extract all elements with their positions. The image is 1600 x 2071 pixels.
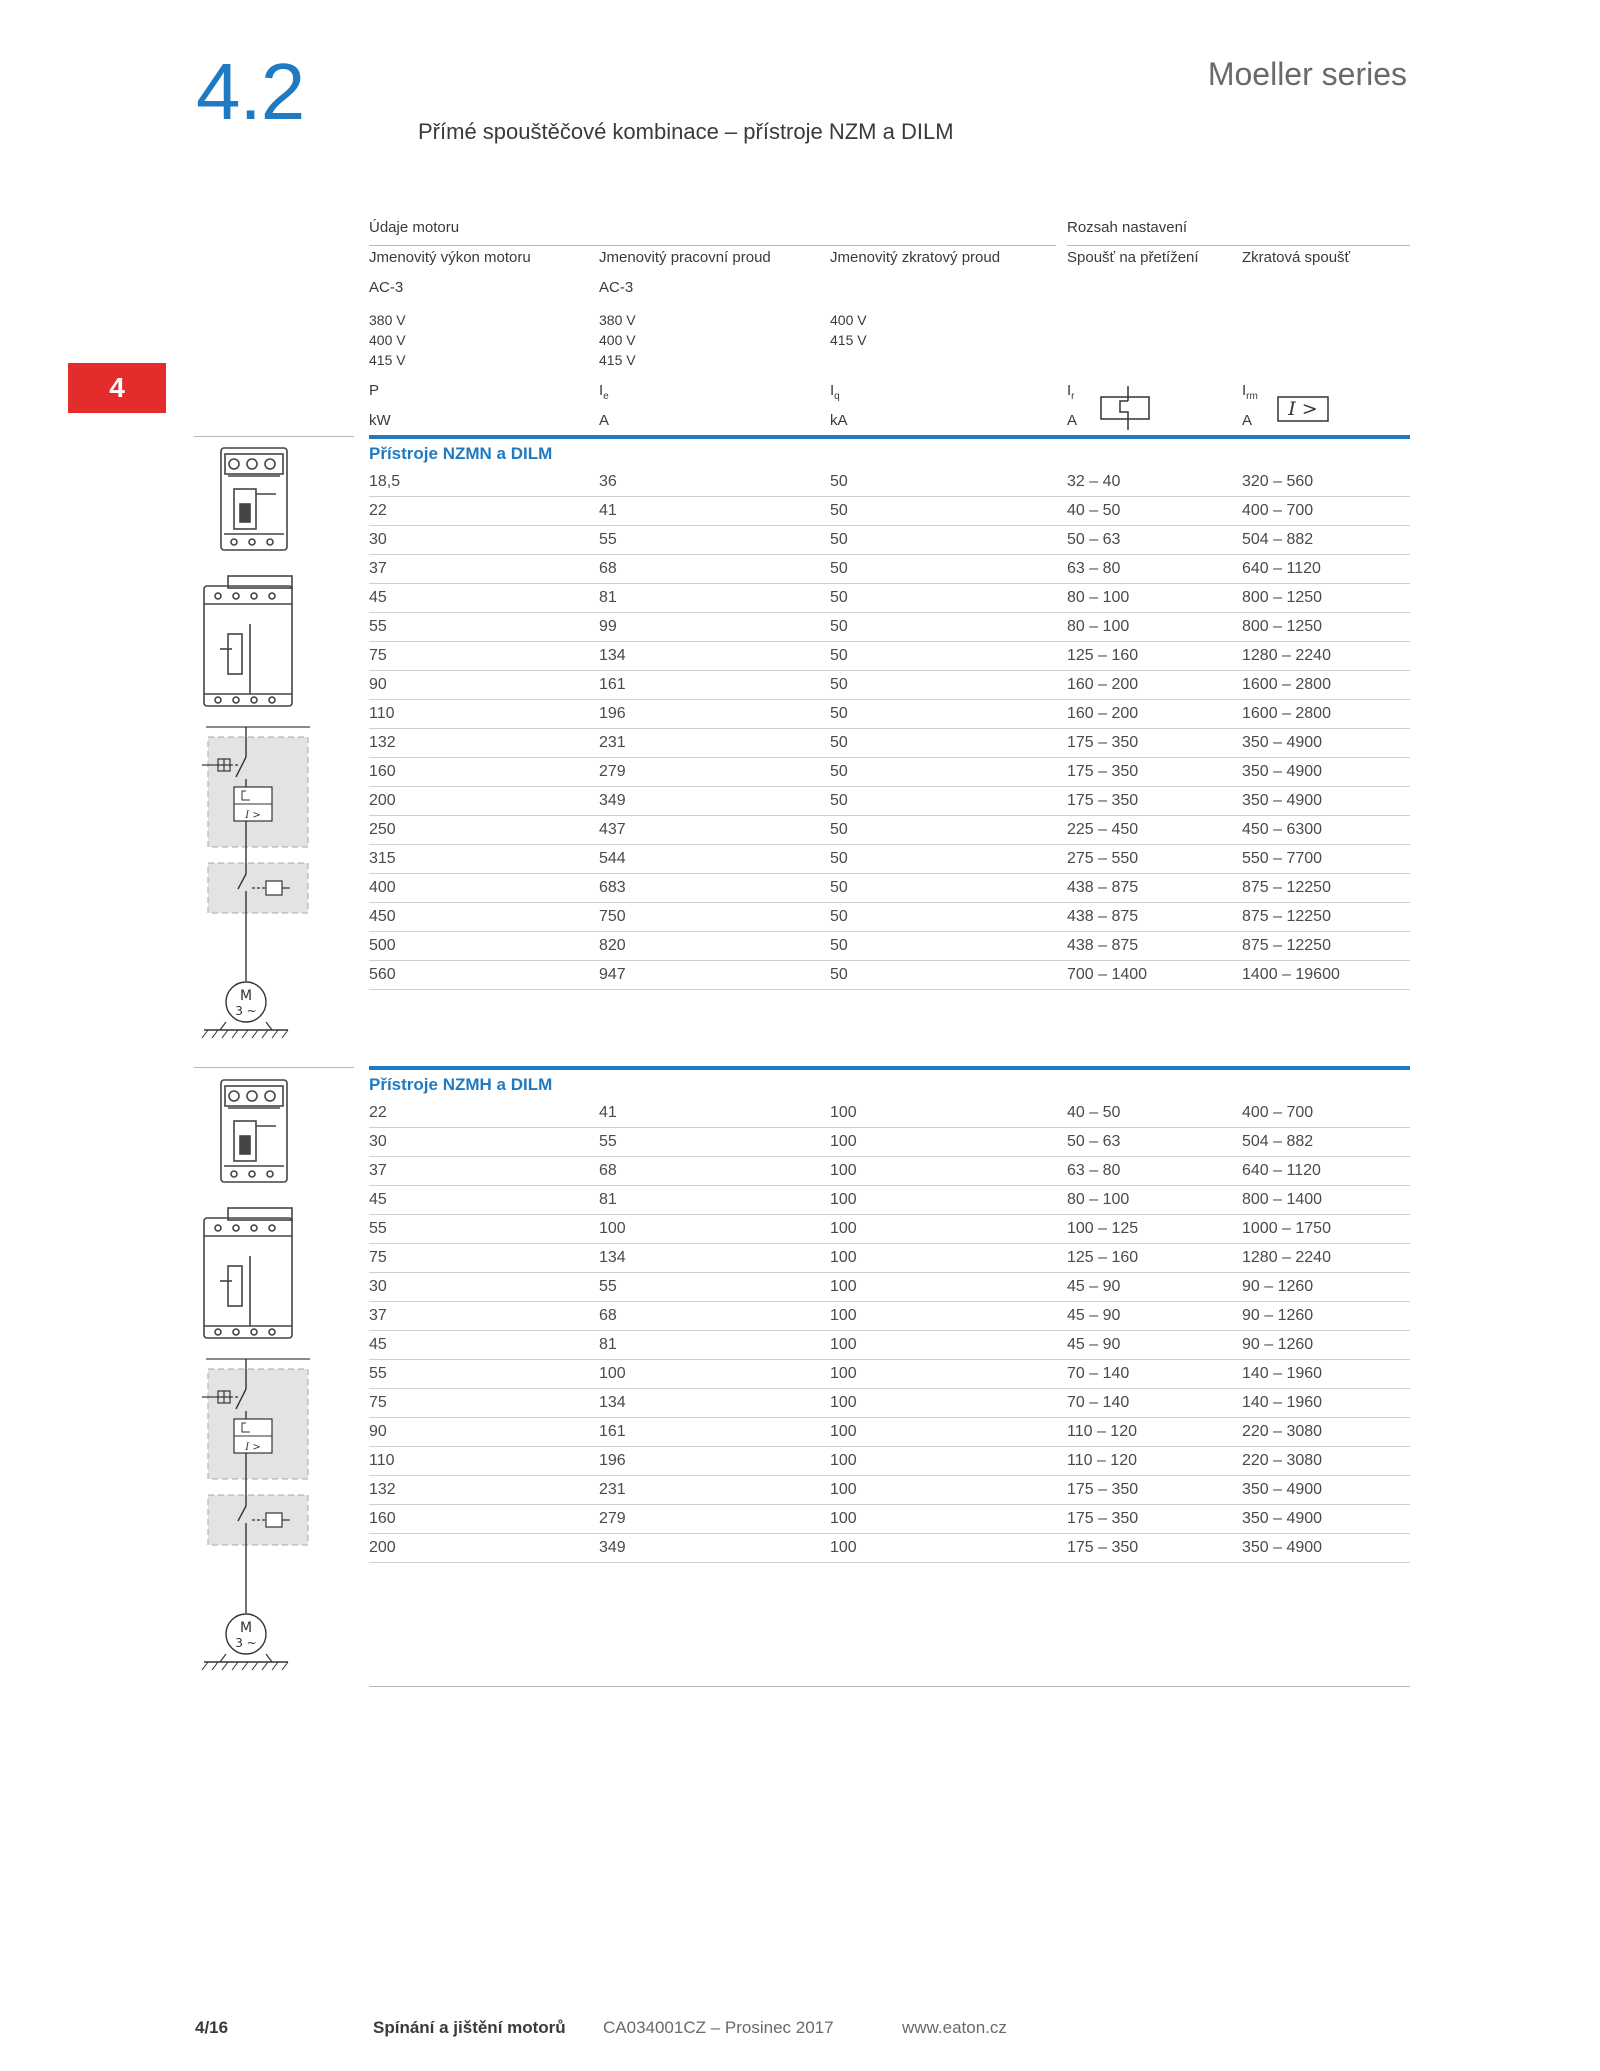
table-row: [369, 1476, 1410, 1505]
table-cell: 220 – 3080: [1242, 1452, 1323, 1469]
table-cell: 161: [599, 1423, 626, 1440]
table-cell: 41: [599, 1104, 617, 1121]
table-cell: 63 – 80: [1067, 560, 1121, 577]
table-cell: 90 – 1260: [1242, 1307, 1314, 1324]
table-cell: 350 – 4900: [1242, 1539, 1323, 1556]
table-cell: 110 – 120: [1067, 1452, 1137, 1469]
table-cell: 350 – 4900: [1242, 792, 1323, 809]
table-row: [369, 758, 1410, 787]
table-cell: 50: [830, 502, 848, 519]
figure-set-nzmh: [190, 1076, 330, 1686]
table-cell: 1400 – 19600: [1242, 966, 1340, 983]
table-cell: 160 – 200: [1067, 705, 1139, 722]
table-cell: 100: [830, 1191, 857, 1208]
table-cell: 100: [830, 1162, 857, 1179]
table-cell: 134: [599, 1249, 626, 1266]
overload-relay-icon: [1098, 385, 1152, 431]
circuit-breaker-icon: [221, 1080, 287, 1182]
table-row: [369, 1360, 1410, 1389]
table-cell: 100: [830, 1133, 857, 1150]
table-cell: 30: [369, 1133, 387, 1150]
col-current-header: Jmenovitý pracovní proud: [599, 249, 771, 266]
table-cell: 55: [369, 618, 387, 635]
table-cell: 50: [830, 705, 848, 722]
table-cell: 100: [830, 1510, 857, 1527]
motor-label: M: [239, 1620, 253, 1636]
table-row: [369, 1215, 1410, 1244]
table-cell: 100: [599, 1365, 626, 1382]
table-row: [369, 1302, 1410, 1331]
table-row: [369, 874, 1410, 903]
trip-symbol-small: I >: [245, 1442, 261, 1453]
table-row: [369, 1389, 1410, 1418]
table-cell: 160 – 200: [1067, 676, 1139, 693]
table-cell: 161: [599, 676, 626, 693]
table-cell: 275 – 550: [1067, 850, 1139, 867]
motor-phase-label: 3 ~: [235, 1636, 257, 1650]
table-cell: 50: [830, 589, 848, 606]
table-row: [369, 903, 1410, 932]
table-cell: 40 – 50: [1067, 502, 1121, 519]
table-cell: 750: [599, 908, 626, 925]
table-cell: 100: [830, 1365, 857, 1382]
table-cell: 438 – 875: [1067, 879, 1139, 896]
table-row: [369, 961, 1410, 990]
table-cell: 99: [599, 618, 617, 635]
col-power-header: Jmenovitý výkon motoru: [369, 249, 531, 266]
table-row: [369, 845, 1410, 874]
table-cell: 1280 – 2240: [1242, 647, 1331, 664]
table-body: [369, 1099, 1410, 1563]
table-cell: 200: [369, 792, 396, 809]
voltage-415: 415 V: [830, 332, 867, 348]
voltage-400: 400 V: [369, 332, 406, 348]
page-subtitle: Přímé spouštěčové kombinace – přístroje NZM a DILM: [418, 119, 954, 144]
table-cell: 640 – 1120: [1242, 1162, 1321, 1179]
table-cell: 75: [369, 1249, 387, 1266]
table-cell: 134: [599, 1394, 626, 1411]
table-cell: 68: [599, 560, 617, 577]
figure-divider: [194, 436, 354, 437]
table-cell: 231: [599, 1481, 626, 1498]
table-cell: 175 – 350: [1067, 1481, 1139, 1498]
table-cell: 231: [599, 734, 626, 751]
table-cell: 50: [830, 821, 848, 838]
table-cell: 400: [369, 879, 396, 896]
table-cell: 504 – 882: [1242, 531, 1314, 548]
table-row: [369, 1157, 1410, 1186]
table-cell: 544: [599, 850, 626, 867]
table-cell: 80 – 100: [1067, 618, 1130, 635]
table-cell: 100: [599, 1220, 626, 1237]
table-cell: 45: [369, 589, 387, 606]
table-cell: 50: [830, 763, 848, 780]
table-cell: 200: [369, 1539, 396, 1556]
table-cell: 160: [369, 763, 396, 780]
trip-symbol-small: I >: [245, 810, 261, 821]
table-cell: 50 – 63: [1067, 531, 1121, 548]
table-cell: 32 – 40: [1067, 473, 1121, 490]
table-cell: 349: [599, 1539, 626, 1556]
table-cell: 50: [830, 531, 848, 548]
trip-symbol: I >: [1288, 398, 1318, 420]
table-cell: 75: [369, 647, 387, 664]
table-cell: 50: [830, 879, 848, 896]
table-cell: 315: [369, 850, 396, 867]
voltage-380: 380 V: [599, 312, 636, 328]
section-nzmn: [369, 439, 1410, 990]
table-row: [369, 526, 1410, 555]
table-cell: 320 – 560: [1242, 473, 1314, 490]
symbol-iq-base: I: [830, 382, 835, 399]
table-cell: 45 – 90: [1067, 1278, 1121, 1295]
table-cell: 50: [830, 676, 848, 693]
table-cell: 100 – 125: [1067, 1220, 1139, 1237]
series-title: Moeller series: [1207, 56, 1407, 92]
table-cell: 350 – 4900: [1242, 763, 1323, 780]
unit-kw: kW: [369, 412, 391, 429]
table-cell: 40 – 50: [1067, 1104, 1121, 1121]
table-cell: 50: [830, 734, 848, 751]
table-cell: 132: [369, 1481, 396, 1498]
table-cell: 400 – 700: [1242, 1104, 1314, 1121]
col-instant-header: Zkratová spoušť: [1242, 249, 1351, 266]
symbol-irm: [1242, 382, 1258, 402]
product-illustration: [190, 1076, 330, 1686]
table-cell: 350 – 4900: [1242, 1481, 1323, 1498]
table-cell: 81: [599, 1191, 617, 1208]
figure-divider: [194, 1067, 354, 1068]
table-cell: 875 – 12250: [1242, 908, 1331, 925]
table-cell: 55: [369, 1220, 387, 1237]
table-cell: 450 – 6300: [1242, 821, 1323, 838]
table-cell: 50: [830, 560, 848, 577]
table-cell: 225 – 450: [1067, 821, 1139, 838]
table-cell: 550 – 7700: [1242, 850, 1323, 867]
voltages-power: [369, 310, 406, 370]
table-cell: 50: [830, 937, 848, 954]
table-row: [369, 1186, 1410, 1215]
table-cell: 90: [369, 676, 387, 693]
unit-a: A: [599, 412, 610, 429]
symbol-p: P: [369, 382, 380, 399]
table-cell: 110: [369, 1452, 395, 1469]
table-cell: 175 – 350: [1067, 1510, 1139, 1527]
table-row: [369, 555, 1410, 584]
table-cell: 640 – 1120: [1242, 560, 1321, 577]
col-overload-header: Spoušť na přetížení: [1067, 249, 1199, 266]
contactor-icon: [204, 576, 292, 706]
chapter-tab: [68, 363, 166, 413]
table-cell: 800 – 1400: [1242, 1191, 1323, 1208]
ac3-power: AC-3: [369, 279, 404, 296]
table-row: [369, 671, 1410, 700]
table-cell: 450: [369, 908, 396, 925]
table-cell: 438 – 875: [1067, 937, 1139, 954]
voltage-415: 415 V: [369, 352, 406, 368]
table-cell: 100: [830, 1104, 857, 1121]
table-row: [369, 1099, 1410, 1128]
section-nzmh: [369, 1070, 1410, 1563]
symbol-ir-base: I: [1067, 382, 1072, 399]
table-cell: 140 – 1960: [1242, 1365, 1323, 1382]
table-bottom-rule: [369, 1686, 1410, 1687]
table-cell: 1600 – 2800: [1242, 676, 1331, 693]
voltages-current: [599, 310, 636, 370]
table-row: [369, 816, 1410, 845]
table-cell: 68: [599, 1307, 617, 1324]
table-row: [369, 1505, 1410, 1534]
voltage-380: 380 V: [369, 312, 406, 328]
figure-set-nzmn: [190, 444, 330, 1054]
table-row: [369, 932, 1410, 961]
table-cell: 125 – 160: [1067, 647, 1139, 664]
table-cell: 279: [599, 763, 626, 780]
table-row: [369, 1418, 1410, 1447]
table-cell: 175 – 350: [1067, 734, 1139, 751]
table-cell: 55: [599, 1278, 617, 1295]
table-cell: 175 – 350: [1067, 1539, 1139, 1556]
table-cell: 800 – 1250: [1242, 589, 1323, 606]
table-row: [369, 468, 1410, 497]
table-cell: 70 – 140: [1067, 1365, 1130, 1382]
table-cell: 55: [369, 1365, 387, 1382]
section-title: Přístroje NZMN a DILM: [369, 444, 553, 463]
table-cell: 504 – 882: [1242, 1133, 1314, 1150]
table-cell: 100: [830, 1394, 857, 1411]
table-cell: 132: [369, 734, 396, 751]
table-cell: 37: [369, 1307, 387, 1324]
table-row: [369, 1534, 1410, 1563]
table-row: [369, 700, 1410, 729]
table-cell: 37: [369, 560, 387, 577]
table-cell: 125 – 160: [1067, 1249, 1139, 1266]
table-cell: 80 – 100: [1067, 589, 1130, 606]
table-cell: 100: [830, 1278, 857, 1295]
table-row: [369, 497, 1410, 526]
table-row: [369, 584, 1410, 613]
group-motor-label: Údaje motoru: [369, 219, 460, 236]
footer-page-number: 4/16: [195, 2018, 229, 2037]
table-cell: 41: [599, 502, 617, 519]
table-body: [369, 468, 1410, 990]
section-title: Přístroje NZMH a DILM: [369, 1075, 553, 1094]
table-cell: 279: [599, 1510, 626, 1527]
table-cell: 1280 – 2240: [1242, 1249, 1331, 1266]
table-cell: 50: [830, 966, 848, 983]
ac3-current: AC-3: [599, 279, 634, 296]
table-cell: 196: [599, 1452, 626, 1469]
table-cell: 700 – 1400: [1067, 966, 1148, 983]
table-cell: 90 – 1260: [1242, 1278, 1314, 1295]
table-cell: 50: [830, 473, 848, 490]
table-cell: 1000 – 1750: [1242, 1220, 1331, 1237]
table-cell: 50: [830, 850, 848, 867]
unit-a: A: [1067, 412, 1078, 429]
table-cell: 45: [369, 1191, 387, 1208]
header-divider-range: [1067, 245, 1410, 246]
table-row: [369, 613, 1410, 642]
symbol-irm-sub: rm: [1246, 391, 1258, 402]
table-cell: 90 – 1260: [1242, 1336, 1314, 1353]
table-cell: 250: [369, 821, 396, 838]
circuit-diagram: [202, 727, 310, 1038]
symbol-ie: [599, 382, 609, 402]
table-cell: 45 – 90: [1067, 1307, 1121, 1324]
table-cell: 175 – 350: [1067, 763, 1139, 780]
table-cell: 90: [369, 1423, 387, 1440]
symbol-ie-base: I: [599, 382, 604, 399]
table-cell: 50 – 63: [1067, 1133, 1121, 1150]
table-cell: 438 – 875: [1067, 908, 1139, 925]
table-cell: 100: [830, 1336, 857, 1353]
table-cell: 75: [369, 1394, 387, 1411]
table-cell: 55: [599, 531, 617, 548]
table-row: [369, 1244, 1410, 1273]
table-cell: 80 – 100: [1067, 1191, 1130, 1208]
table-cell: 437: [599, 821, 626, 838]
table-cell: 1600 – 2800: [1242, 705, 1331, 722]
table-cell: 196: [599, 705, 626, 722]
table-cell: 36: [599, 473, 617, 490]
table-cell: 100: [830, 1539, 857, 1556]
unit-a: A: [1242, 412, 1253, 429]
table-row: [369, 787, 1410, 816]
table-cell: 560: [369, 966, 396, 983]
table-cell: 100: [830, 1249, 857, 1266]
table-cell: 100: [830, 1220, 857, 1237]
col-short-header: Jmenovitý zkratový proud: [830, 249, 1001, 266]
voltage-415: 415 V: [599, 352, 636, 368]
table-cell: 400 – 700: [1242, 502, 1314, 519]
table-cell: 45: [369, 1336, 387, 1353]
unit-ka: kA: [830, 412, 848, 429]
table-cell: 70 – 140: [1067, 1394, 1130, 1411]
table-cell: 81: [599, 589, 617, 606]
table-cell: 100: [830, 1307, 857, 1324]
circuit-breaker-icon: [221, 448, 287, 550]
motor-label: M: [239, 988, 253, 1004]
table-cell: 50: [830, 618, 848, 635]
table-cell: 110 – 120: [1067, 1423, 1137, 1440]
table-cell: 50: [830, 647, 848, 664]
table-cell: 140 – 1960: [1242, 1394, 1323, 1411]
table-cell: 50: [830, 792, 848, 809]
table-cell: 30: [369, 1278, 387, 1295]
symbol-iq: [830, 382, 840, 402]
table-row: [369, 1447, 1410, 1476]
table-cell: 22: [369, 502, 387, 519]
table-row: [369, 642, 1410, 671]
header-divider-motor: [369, 245, 1056, 246]
table-row: [369, 1128, 1410, 1157]
circuit-diagram: [202, 1359, 310, 1670]
table-cell: 55: [599, 1133, 617, 1150]
motor-phase-label: 3 ~: [235, 1004, 257, 1018]
table-cell: 875 – 12250: [1242, 937, 1331, 954]
table-cell: 160: [369, 1510, 396, 1527]
table-cell: 134: [599, 647, 626, 664]
table-row: [369, 1273, 1410, 1302]
table-cell: 175 – 350: [1067, 792, 1139, 809]
symbol-ir-sub: r: [1071, 391, 1075, 402]
table-cell: 100: [830, 1423, 857, 1440]
short-circuit-trip-icon: [1277, 396, 1329, 422]
table-cell: 800 – 1250: [1242, 618, 1323, 635]
table-row: [369, 729, 1410, 758]
footer-title: Spínání a jištění motorů: [373, 2018, 566, 2037]
table-cell: 50: [830, 908, 848, 925]
table-cell: 100: [830, 1452, 857, 1469]
table-cell: 350 – 4900: [1242, 1510, 1323, 1527]
table-cell: 947: [599, 966, 626, 983]
footer-website[interactable]: www.eaton.cz: [902, 2018, 1007, 2037]
product-illustration: [190, 444, 330, 1054]
table-cell: 220 – 3080: [1242, 1423, 1323, 1440]
voltage-400: 400 V: [599, 332, 636, 348]
voltage-400: 400 V: [830, 312, 867, 328]
table-cell: 30: [369, 531, 387, 548]
table-cell: 683: [599, 879, 626, 896]
group-range-label: Rozsah nastavení: [1067, 219, 1188, 236]
table-cell: 81: [599, 1336, 617, 1353]
symbol-ie-sub: e: [603, 391, 609, 402]
footer-doc-id: CA034001CZ – Prosinec 2017: [603, 2018, 834, 2037]
table-cell: 875 – 12250: [1242, 879, 1331, 896]
table-cell: 100: [830, 1481, 857, 1498]
symbol-irm-base: I: [1242, 382, 1247, 399]
table-cell: 18,5: [369, 473, 401, 490]
symbol-ir: [1067, 382, 1075, 402]
table-cell: 820: [599, 937, 626, 954]
table-cell: 500: [369, 937, 396, 954]
table-cell: 68: [599, 1162, 617, 1179]
contactor-icon: [204, 1208, 292, 1338]
section-number: 4.2: [196, 47, 305, 136]
chapter-tab-label: 4: [109, 372, 125, 403]
table-cell: 45 – 90: [1067, 1336, 1121, 1353]
voltages-short: [830, 310, 867, 350]
table-cell: 22: [369, 1104, 387, 1121]
table-cell: 37: [369, 1162, 387, 1179]
table-cell: 350 – 4900: [1242, 734, 1323, 751]
table-cell: 63 – 80: [1067, 1162, 1121, 1179]
table-cell: 349: [599, 792, 626, 809]
table-row: [369, 1331, 1410, 1360]
symbol-iq-sub: q: [834, 391, 840, 402]
table-cell: 110: [369, 705, 395, 722]
